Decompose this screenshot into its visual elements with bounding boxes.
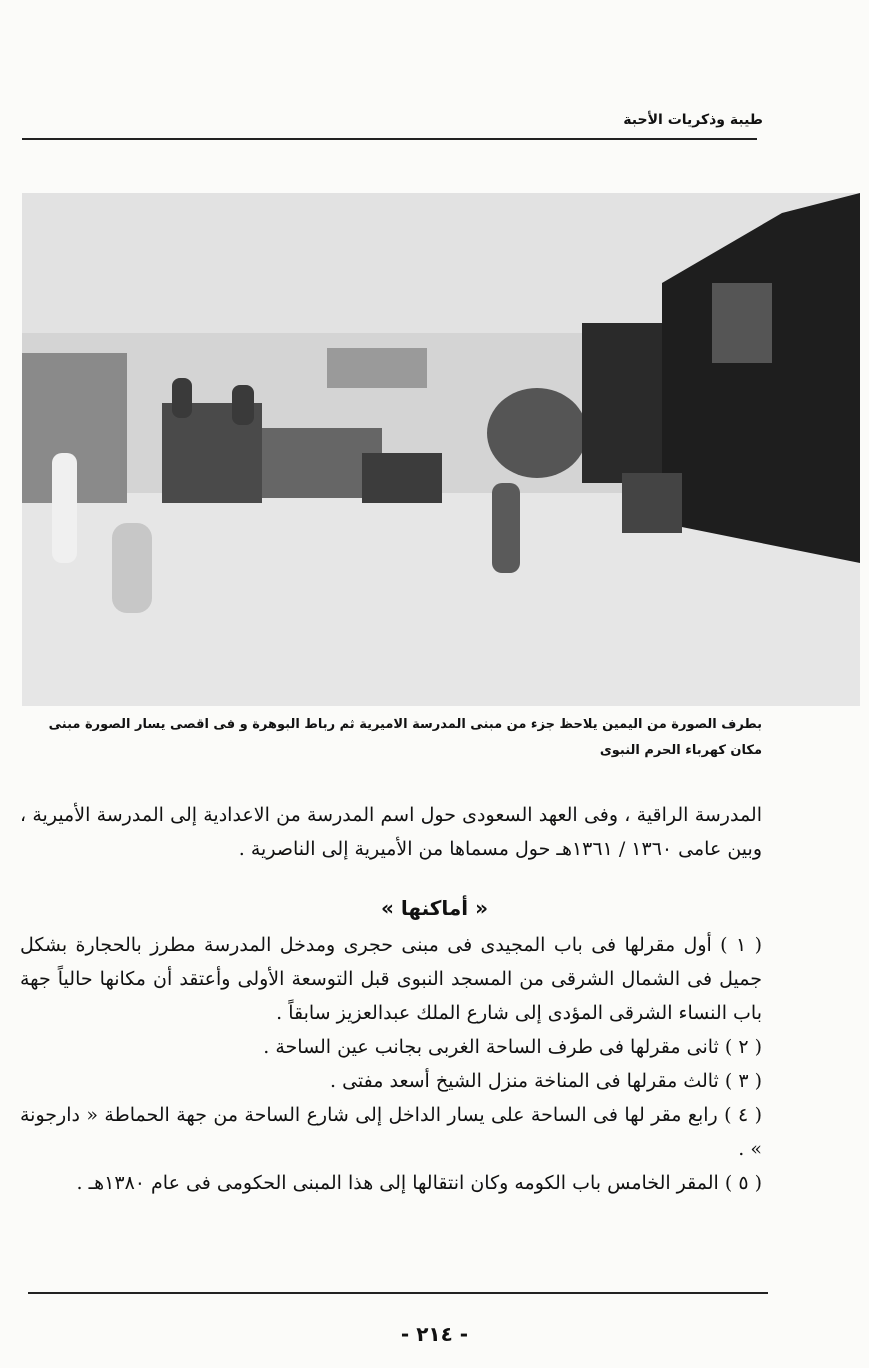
page-number: - ٢١٤ - bbox=[400, 1322, 469, 1346]
body-paragraph: المدرسة الراقية ، وفى العهد السعودى حول اسم المدرسة من الاعدادية إلى المدرسة الأميرية ، وبين عامى ١٣٦٠ / ١٣٦١هـ حول مسماها من الأميرية إلى الناصرية . bbox=[20, 804, 762, 860]
running-title: طيبة وذكريات الأحبة bbox=[623, 112, 763, 128]
list-item: ( ٤ ) رابع مقر لها فى الساحة على يسار الداخل إلى شارع الساحة من جهة الحماطة « دارجونة » . bbox=[20, 1104, 763, 1160]
header-rule bbox=[22, 138, 757, 140]
list-item: ( ١ ) أول مقرلها فى باب المجيدى فى مبنى حجرى ومدخل المدرسة مطرز بالحجارة بشكل جميل فى الشمال الشرقى من المسجد النبوى قبل التوسعة الأولى وأعتقد أن مكانها حالياً جهة باب النساء الشرقى المؤدى إلى شارع الملك عبدالعزيز سابقاً . bbox=[20, 934, 763, 1024]
historic-photo bbox=[22, 193, 860, 706]
list-item: ( ٣ ) ثالث مقرلها فى المناخة منزل الشيخ أسعد مفتى . bbox=[330, 1070, 762, 1092]
section-heading: « أماكنها » bbox=[380, 896, 489, 920]
figure-caption: بطرف الصورة من اليمين يلاحظ جزء من مبنى المدرسة الاميرية ثم رباط البوهرة و فى اقصى يسار الصورة مبنى مكان كهرباء الحرم النبوى bbox=[48, 717, 762, 758]
footer-rule bbox=[28, 1292, 768, 1294]
locations-list bbox=[20, 928, 762, 1200]
list-item: ( ٢ ) ثانى مقرلها فى طرف الساحة الغربى بجانب عين الساحة . bbox=[263, 1036, 762, 1058]
list-item: ( ٥ ) المقر الخامس باب الكومه وكان انتقالها إلى هذا المبنى الحكومى فى عام ١٣٨٠هـ . bbox=[76, 1172, 762, 1194]
